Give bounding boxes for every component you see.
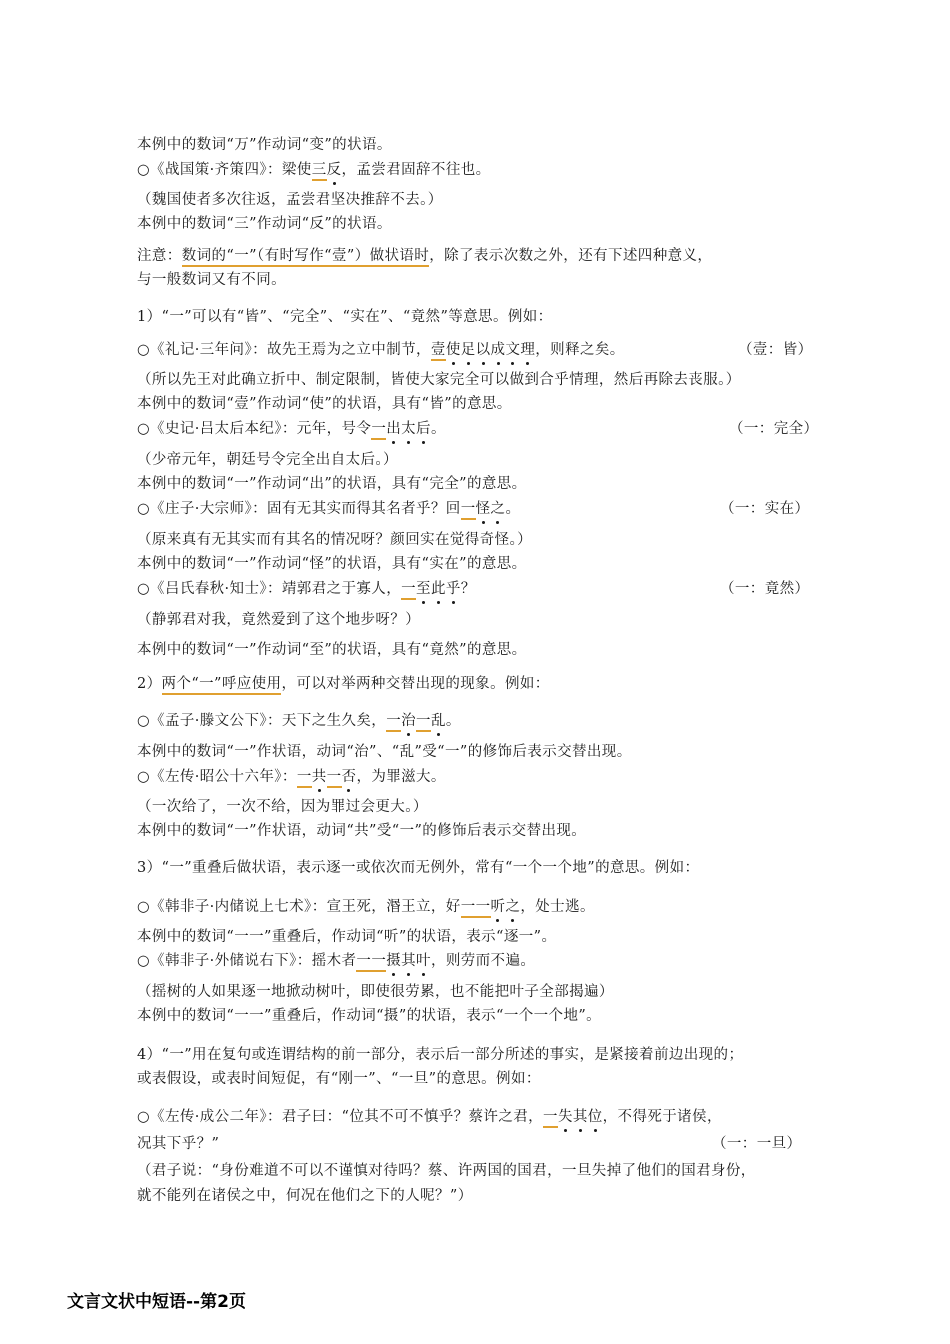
- emphasis-dotted-text: 出太后: [386, 421, 431, 437]
- text-segment: 4）“一”用在复句或连谓结构的前一部分，表示后一部分所述的事实，是紧接着前边出现的；: [137, 1047, 744, 1063]
- text-segment: 或表假设，或表时间短促，有“刚一”、“一旦”的意思。例如：: [137, 1071, 541, 1087]
- text-segment: ○《庄子·大宗师》：固有无其实而得其名者乎？回: [137, 501, 461, 517]
- text-line: [137, 246, 712, 266]
- emphasis-dotted-text: 共: [311, 769, 327, 785]
- underlined-text: 两个“一”呼应使用: [162, 676, 282, 695]
- text-segment: （魏国使者多次往返，孟尝君坚决推辞不去。）: [137, 192, 443, 208]
- underlined-text: 一: [297, 769, 312, 788]
- underlined-text: 一一: [356, 953, 386, 972]
- text-line: [137, 674, 550, 694]
- text-line: [137, 927, 556, 947]
- text-line: [137, 767, 446, 787]
- text-segment: ○《左传·成公二年》：君子曰：“位其不可不慎乎？蔡许之君，: [137, 1109, 544, 1125]
- text-line: [137, 982, 614, 1002]
- text-line: [137, 340, 625, 360]
- text-segment: ○《礼记·三年问》：故先王焉为之立中制节，: [137, 342, 431, 358]
- emphasis-dotted-text: 怪之: [475, 501, 506, 517]
- text-segment: 2）: [137, 676, 162, 692]
- text-line: [137, 640, 527, 660]
- text-line: [137, 579, 476, 599]
- text-line: [137, 951, 535, 971]
- text-segment: ，不得死于诸侯，: [602, 1109, 722, 1125]
- text-line: [137, 797, 428, 817]
- text-segment: 3）“一”重叠后做状语，表示逐一或依次而无例外，常有“一个一个地”的意思。例如：: [137, 860, 700, 876]
- text-segment: 。: [430, 421, 446, 437]
- text-segment: 与一般数词又有不同。: [137, 272, 286, 288]
- text-line: [137, 742, 632, 762]
- text-segment: 本例中的数词“一一”重叠后，作动词“摄”的状语，表示“一个一个地”。: [137, 1008, 602, 1024]
- text-segment: 本例中的数词“一”作动词“至”的状语，具有“竟然”的意思。: [137, 642, 527, 658]
- emphasis-dotted-text: 反: [326, 162, 342, 178]
- text-line: [137, 270, 286, 290]
- text-segment: 。: [505, 501, 521, 517]
- gloss-note: （一：实在）: [720, 501, 810, 517]
- text-segment: （摇树的人如果逐一地掀动树叶，即使很劳累，也不能把叶子全部揭遍）: [137, 984, 614, 1000]
- text-line: [137, 554, 527, 574]
- text-line: [137, 858, 699, 878]
- text-segment: 况其下乎？”: [137, 1136, 220, 1152]
- text-line: [137, 711, 461, 731]
- emphasis-dotted-text: 治: [401, 713, 417, 729]
- text-line: [137, 190, 443, 210]
- gloss-note: （一：完全）: [729, 421, 819, 437]
- text-segment: 本例中的数词“一”作动词“怪”的状语，具有“实在”的意思。: [137, 556, 527, 572]
- text-segment: （静郭君对我，竟然爱到了这个地步呀？）: [137, 612, 421, 628]
- text-line: [137, 160, 491, 180]
- underlined-text: 一: [327, 769, 342, 788]
- text-segment: ○《史记·吕太后本纪》：元年，号令: [137, 421, 372, 437]
- text-segment: （原来真有无其实而有其名的情况呀？颜回实在觉得奇怪。）: [137, 532, 533, 548]
- emphasis-dotted-text: 听之: [490, 899, 521, 915]
- text-line: [137, 499, 520, 519]
- text-segment: （一次给了，一次不给，因为罪过会更大。）: [137, 799, 428, 815]
- text-segment: 本例中的数词“万”作动词“变”的状语。: [137, 137, 392, 153]
- text-line: [137, 214, 392, 234]
- text-line: [137, 1107, 722, 1127]
- underlined-text: 一: [386, 713, 401, 732]
- text-segment: 。: [445, 713, 461, 729]
- gloss-note: （壹：皆）: [738, 342, 813, 358]
- text-segment: ，则释之矣。: [535, 342, 625, 358]
- gloss-note: （一：一旦）: [712, 1136, 802, 1152]
- text-segment: 本例中的数词“三”作动词“反”的状语。: [137, 216, 392, 232]
- emphasis-dotted-text: 否: [341, 769, 357, 785]
- underlined-text: 一一: [461, 899, 491, 918]
- text-segment: ○《左传·昭公十六年》：: [137, 769, 297, 785]
- text-line: [137, 1045, 743, 1065]
- text-segment: 就不能列在诸侯之中，何况在他们之下的人呢？”）: [137, 1188, 473, 1204]
- text-line: [137, 1069, 541, 1089]
- text-line: [137, 1134, 219, 1154]
- text-segment: （君子说：“身份难道不可以不谨慎对待吗？蔡、许两国的国君，一旦失掉了他们的国君身份，: [137, 1163, 756, 1179]
- text-segment: （所以先王对此确立折中、制定限制，皆使大家完全可以做到合乎情理，然后再除去丧服。）: [137, 372, 741, 388]
- text-segment: ○《韩非子·内储说上七术》：宣王死，湣王立，好: [137, 899, 461, 915]
- underlined-text: 三: [312, 162, 327, 181]
- text-segment: ，可以对举两种交替出现的现象。例如：: [281, 676, 550, 692]
- emphasis-dotted-text: 使足以成文理: [445, 342, 536, 358]
- text-line: [137, 897, 595, 917]
- text-segment: 本例中的数词“一一”重叠后，作动词“听”的状语，表示“逐一”。: [137, 929, 557, 945]
- text-segment: ，孟尝君固辞不往也。: [341, 162, 491, 178]
- text-segment: ○《孟子·滕文公下》：天下之生久矣，: [137, 713, 387, 729]
- text-segment: ？: [460, 581, 476, 597]
- page-footer: 文言文状中短语--第2页: [67, 1292, 246, 1312]
- text-segment: 本例中的数词“一”作状语，动词“治”、“乱”受“一”的修饰后表示交替出现。: [137, 744, 632, 760]
- text-segment: 本例中的数词“一”作状语，动词“共”受“一”的修饰后表示交替出现。: [137, 823, 587, 839]
- text-line: [137, 135, 392, 155]
- text-line: [137, 1161, 756, 1181]
- underlined-text: 壹: [431, 342, 446, 361]
- text-segment: 本例中的数词“一”作动词“出”的状语，具有“完全”的意思。: [137, 476, 527, 492]
- text-segment: ○《韩非子·外储说右下》：摇木者: [137, 953, 357, 969]
- text-line: [137, 370, 741, 390]
- text-segment: ，处士逃。: [520, 899, 595, 915]
- text-line: [137, 419, 446, 439]
- gloss-note: （一：竟然）: [720, 581, 810, 597]
- emphasis-dotted-text: 失其位: [557, 1109, 603, 1125]
- text-line: [137, 307, 553, 327]
- text-line: [137, 450, 398, 470]
- text-segment: （少帝元年，朝廷号令完全出自太后。）: [137, 452, 398, 468]
- text-line: [137, 1006, 601, 1026]
- emphasis-dotted-text: 摄其叶: [386, 953, 431, 969]
- text-segment: 1）“一”可以有“皆”、“完全”、“实在”、“竟然”等意思。例如：: [137, 309, 553, 325]
- text-line: [137, 821, 586, 841]
- text-segment: ，为罪滋大。: [356, 769, 446, 785]
- emphasis-dotted-text: 至此乎: [416, 581, 461, 597]
- underlined-text: 一: [371, 421, 386, 440]
- underlined-text: 一: [416, 713, 431, 732]
- text-segment: ○《战国策·齐策四》：梁使: [137, 162, 312, 178]
- text-line: [137, 1186, 473, 1206]
- text-line: [137, 394, 512, 414]
- text-segment: 本例中的数词“壹”作动词“使”的状语，具有“皆”的意思。: [137, 396, 512, 412]
- text-segment: ，除了表示次数之外，还有下述四种意义，: [429, 248, 713, 264]
- underlined-text: 一: [401, 581, 416, 600]
- text-line: [137, 610, 420, 630]
- text-segment: 注意：: [137, 248, 182, 264]
- underlined-text: 数词的“一”（有时写作“壹”）做状语时: [182, 248, 430, 267]
- underlined-text: 一: [543, 1109, 558, 1128]
- text-line: [137, 474, 527, 494]
- text-segment: ○《吕氏春秋·知士》：靖郭君之于寡人，: [137, 581, 402, 597]
- underlined-text: 一: [461, 501, 476, 520]
- text-segment: ，则劳而不遍。: [430, 953, 536, 969]
- text-line: [137, 530, 532, 550]
- emphasis-dotted-text: 乱: [430, 713, 446, 729]
